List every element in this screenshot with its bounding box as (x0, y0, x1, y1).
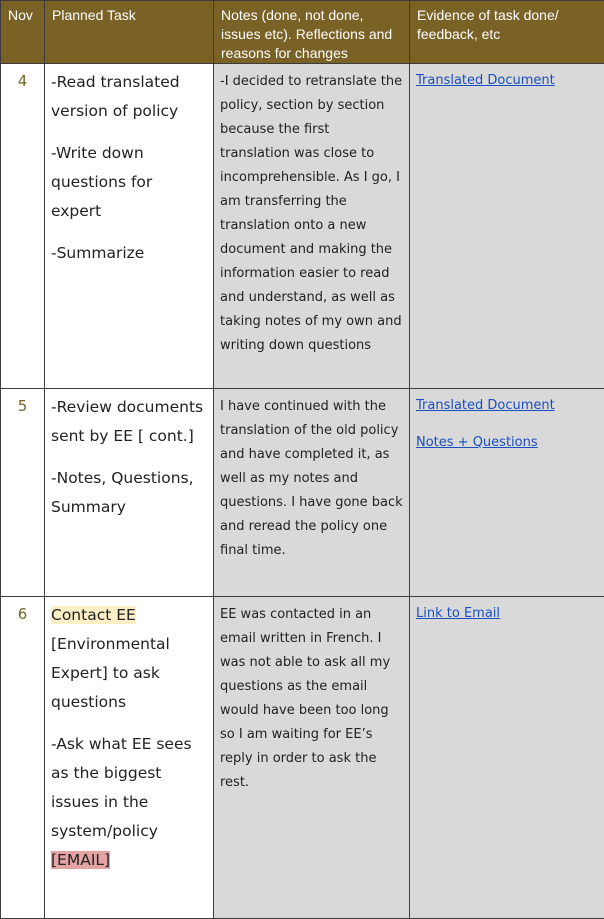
task-text: -Ask what EE sees as the biggest issues in the system/policy (51, 735, 192, 840)
header-planned-task: Planned Task (45, 1, 214, 64)
day-cell: 5 (1, 389, 45, 597)
highlighted-text: Contact EE (51, 606, 136, 624)
evidence-cell (410, 597, 604, 919)
notes-cell[interactable]: EE was contacted in an email written in French. I was not able to ask all my questions as the email would have been too long so I am waiting for EE’s reply in order to ask the rest. (214, 597, 410, 919)
task-item (51, 730, 207, 875)
task-item: -Summarize (51, 239, 207, 268)
task-text: [Environmental Expert] to ask questions (51, 635, 170, 711)
planned-task-cell[interactable] (45, 389, 214, 597)
header-evidence: Evidence of task done/ feedback, etc (410, 1, 604, 64)
day-cell: 4 (1, 64, 45, 389)
header-notes: Notes (done, not done, issues etc). Reflections and reasons for changes (214, 1, 410, 64)
evidence-cell (410, 389, 604, 597)
day-cell: 6 (1, 597, 45, 919)
header-row (1, 1, 604, 64)
table-row (1, 389, 604, 597)
task-item: -Write down questions for expert (51, 139, 207, 226)
header-nov: Nov (1, 1, 45, 64)
planned-task-cell[interactable] (45, 64, 214, 389)
table-row (1, 597, 604, 919)
task-item: -Review documents sent by EE [ cont.] (51, 393, 207, 451)
task-item: -Read translated version of policy (51, 68, 207, 126)
translated-document-link[interactable]: Translated Document (416, 71, 598, 90)
translated-document-link[interactable]: Translated Document (416, 396, 598, 415)
notes-questions-link[interactable]: Notes + Questions (416, 433, 598, 452)
email-highlight: [EMAIL] (51, 851, 110, 869)
task-item (51, 601, 207, 717)
table-row (1, 64, 604, 389)
task-item: -Notes, Questions, Summary (51, 464, 207, 522)
email-link[interactable]: Link to Email (416, 604, 598, 623)
planned-task-cell[interactable] (45, 597, 214, 919)
notes-cell[interactable]: I have continued with the translation of the old policy and have completed it, as well as my notes and questions. I have gone back and reread the policy one final time. (214, 389, 410, 597)
notes-cell[interactable]: -I decided to retranslate the policy, section by section because the first translation was close to incomprehensible. As I go, I am transferring the translation onto a new document and making the information easier to read and understand, as well as taking notes of my own and writing down questions (214, 64, 410, 389)
evidence-cell (410, 64, 604, 389)
